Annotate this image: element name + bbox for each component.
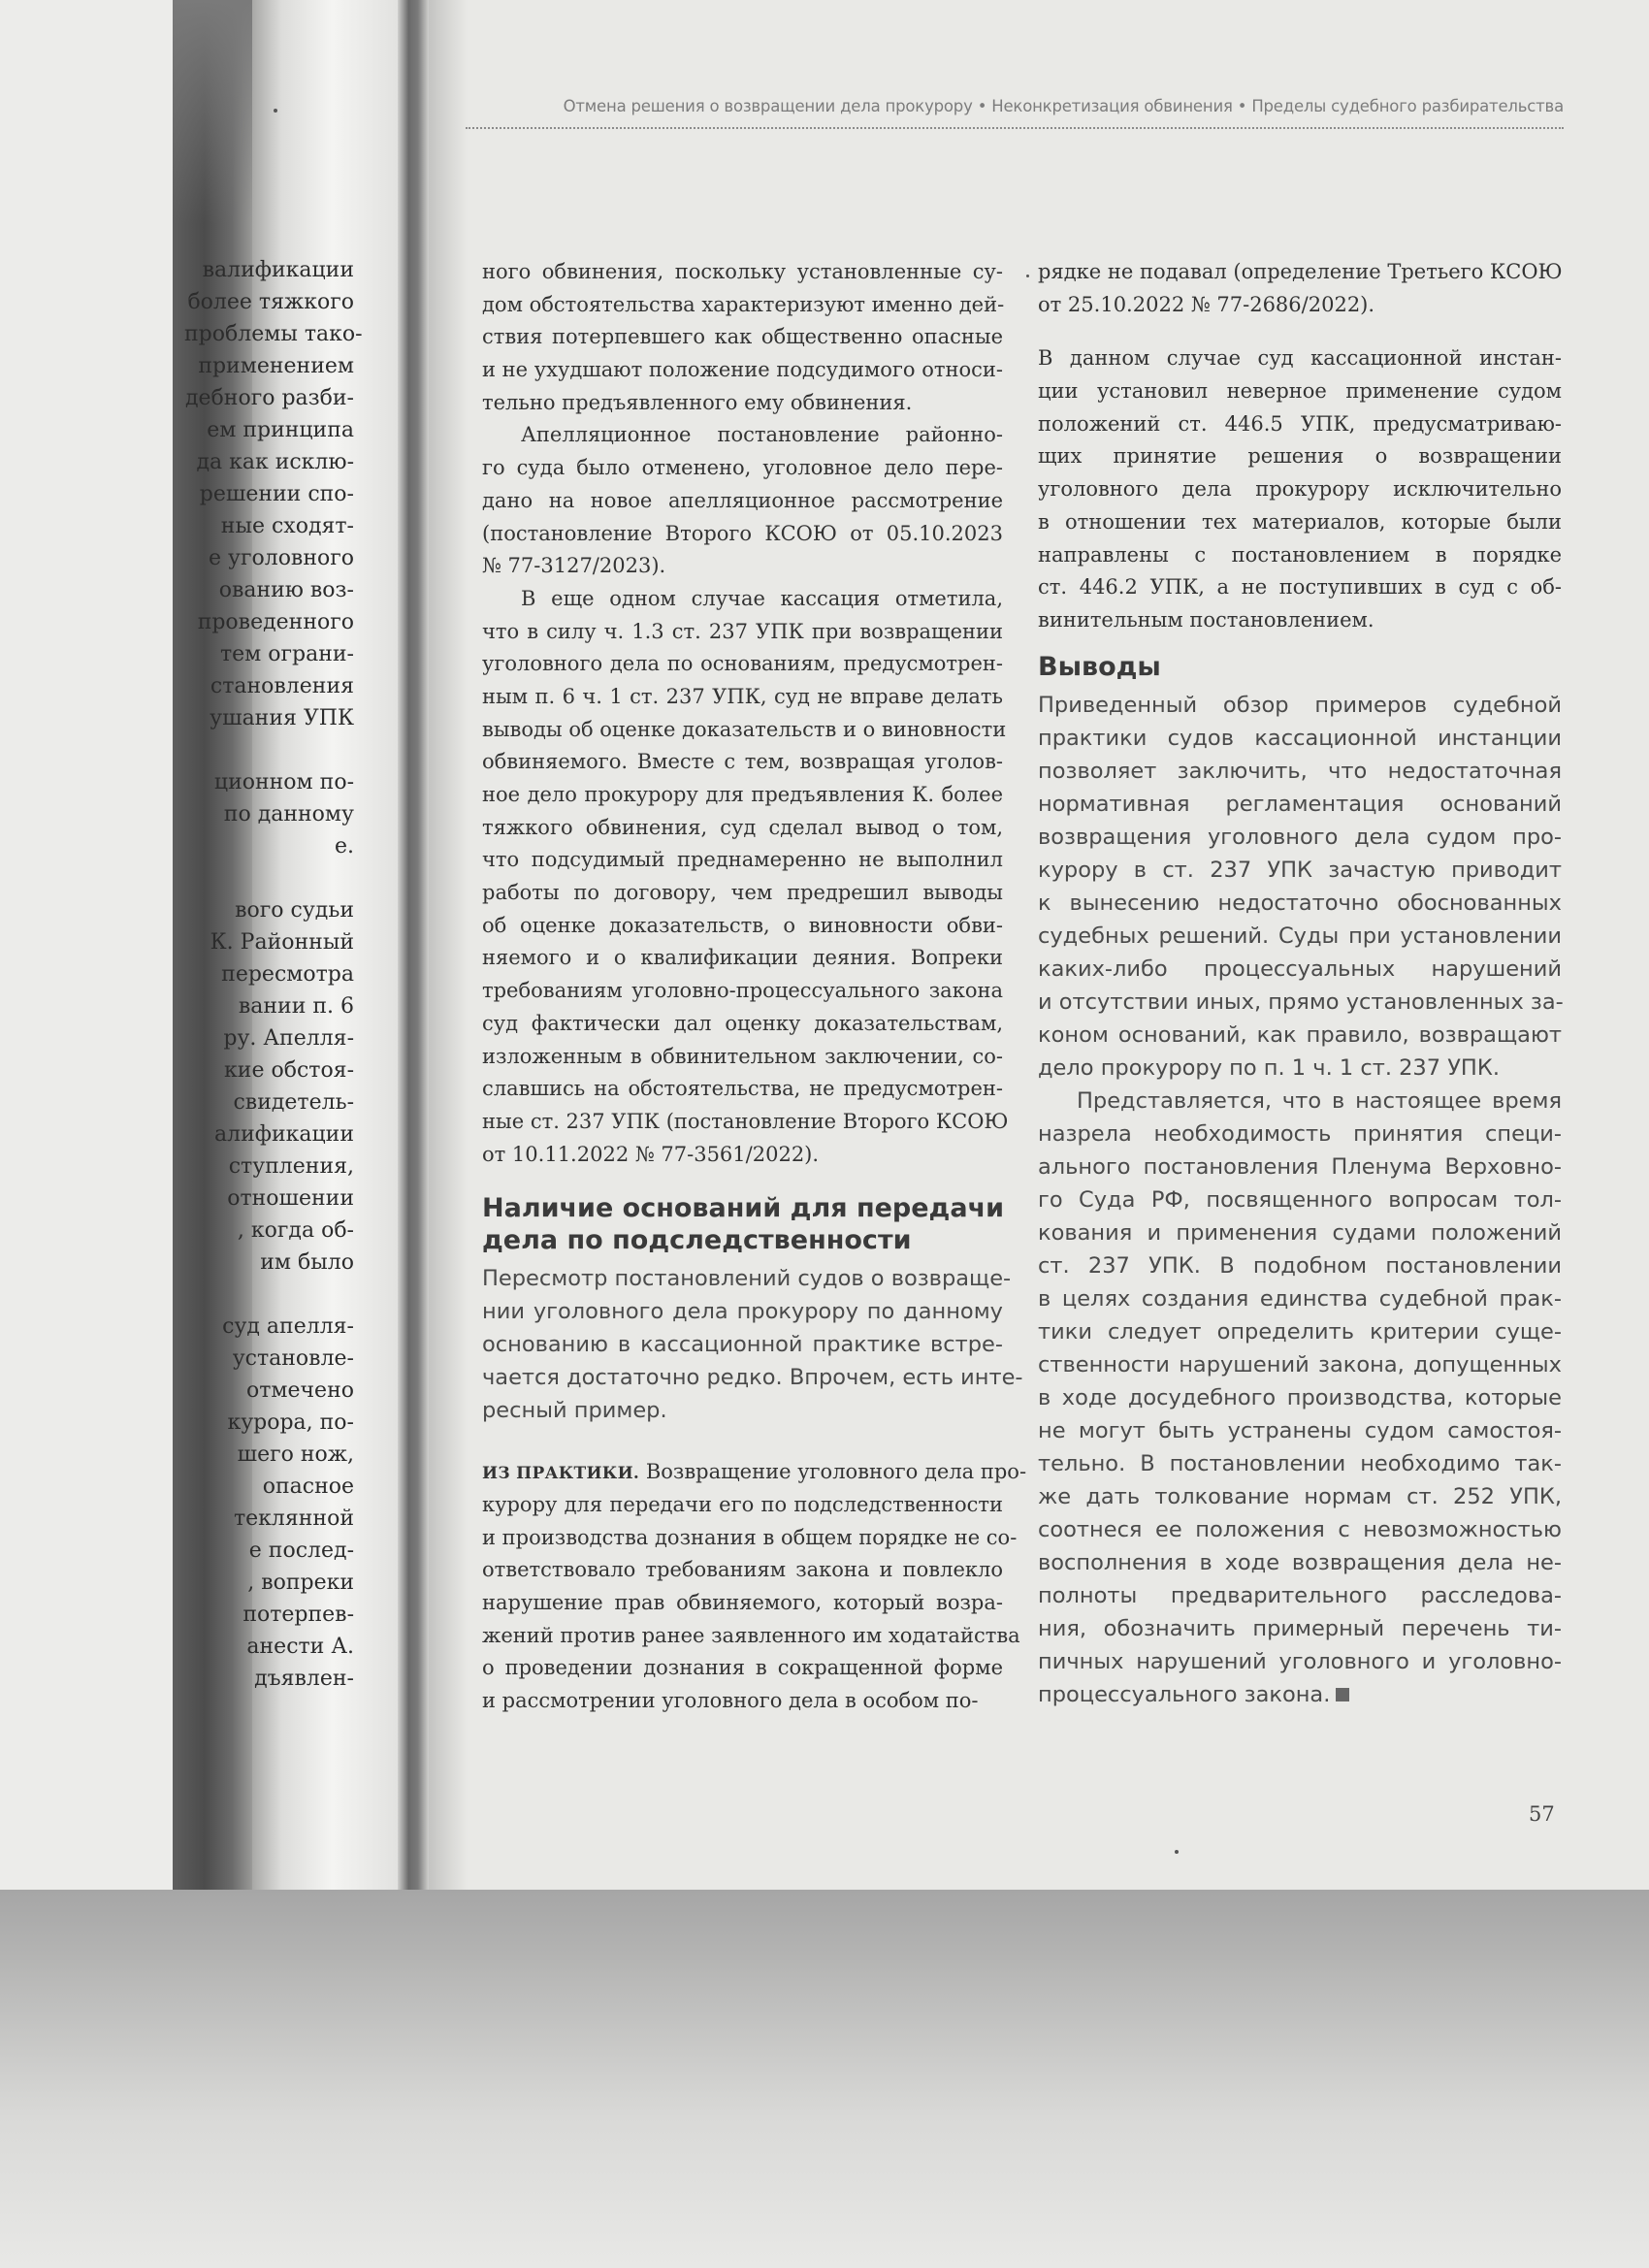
text-line: тельно предъявленного ему обвинения. <box>482 390 913 414</box>
text-line: К. Районный <box>210 930 354 955</box>
paragraph <box>1038 342 1562 636</box>
text-line: проблемы тако- <box>184 322 363 346</box>
text-line: нарушение прав обвиняемого, который возра- <box>482 1591 1003 1614</box>
line-gap <box>184 734 354 766</box>
text-line: в ходе досудебного производства, которые <box>1038 1384 1562 1410</box>
text-line <box>482 1456 1027 1489</box>
text-line: более тяжкого <box>187 290 354 314</box>
spine-shadow-top <box>173 0 252 223</box>
text-line: ступления, <box>228 1154 354 1179</box>
text-line: потерпев- <box>242 1603 354 1627</box>
scan-background <box>0 1890 1649 2268</box>
text-line: курора, по- <box>227 1410 354 1435</box>
text-line: В данном случае суд кассационной инстан- <box>1038 346 1562 371</box>
text-line: дом обстоятельства характеризуют именно дей- <box>482 292 1005 316</box>
text-line: ресный пример. <box>482 1398 667 1424</box>
text-line: нии уголовного дела прокурору по данному <box>482 1299 1003 1325</box>
text-line: свидетель- <box>233 1090 354 1115</box>
text-line: нормативная регламентация оснований <box>1038 791 1562 817</box>
text-line: дъявлен- <box>254 1667 354 1691</box>
line-gap <box>184 862 354 894</box>
text-line: о проведении дознания в сокращенной форме <box>482 1656 1003 1680</box>
page-header <box>466 97 1564 129</box>
text-line: решении спо- <box>199 482 354 506</box>
text-line: не могут быть устранены судом самостоя- <box>1038 1417 1562 1443</box>
running-head: Отмена решения о возвращении дела прокурору • Неконкретизация обвинения • Пределы судебного разбирательства <box>563 97 1564 115</box>
text-line: кования и применения судами положений <box>1038 1219 1562 1246</box>
text-line: уголовного дела по основаниям, предусмотрен- <box>482 652 1003 676</box>
text-line: вании п. 6 <box>238 994 354 1019</box>
section-heading <box>482 1192 1003 1256</box>
text-line: е уголовного <box>208 546 354 570</box>
scan-speck <box>1026 275 1029 277</box>
lead-paragraph <box>1038 689 1562 1085</box>
text-line: коном оснований, как правило, возвращают <box>1038 1021 1562 1048</box>
text-line: становления <box>210 674 354 698</box>
text-line: суд фактически дал оценку доказательствам, <box>482 1011 1003 1035</box>
text-line: ст. 446.2 УПК, а не поступивших в суд с об- <box>1038 575 1562 599</box>
text-line: Апелляционное постановление районно- <box>521 423 1003 447</box>
text-line: дело прокурору по п. 1 ч. 1 ст. 237 УПК. <box>1038 1054 1500 1081</box>
text-line: ст. 237 УПК. В подобном постановлении <box>1038 1252 1562 1279</box>
text-line: винительным постановлением. <box>1038 607 1374 632</box>
text-line: щих принятие решения о возвращении <box>1038 444 1562 469</box>
text-line: основанию в кассационной практике встре- <box>482 1332 1003 1358</box>
heading-line: дела по подследственности <box>482 1225 912 1256</box>
text-line: жений против ранее заявленного им ходатайства <box>482 1623 1020 1647</box>
text-span: Возвращение уголовного дела про- <box>639 1460 1027 1484</box>
column-right <box>1038 256 1562 1711</box>
lead-paragraph <box>1038 1085 1562 1711</box>
paragraph <box>1038 256 1562 321</box>
text-line: отмечено <box>245 1378 354 1403</box>
text-line: и отсутствии иных, прямо установленных за- <box>1038 988 1564 1015</box>
practice-label: ИЗ ПРАКТИКИ. <box>482 1464 640 1484</box>
left-page-edge <box>0 0 173 1890</box>
text-line: ные ст. 237 УПК (постановление Второго КСОЮ <box>482 1109 1009 1133</box>
text-line: соотнеся ее положения с невозможностью <box>1038 1516 1562 1542</box>
text-line: процессуального закона. <box>1038 1678 1562 1711</box>
text-line: го суда было отменено, уголовное дело пере- <box>482 456 1003 480</box>
paragraph <box>482 583 1009 1171</box>
text-line: полноты предварительного расследова- <box>1038 1582 1562 1608</box>
text-line: от 10.11.2022 № 77-3561/2022). <box>482 1142 820 1166</box>
lead-paragraph <box>482 1262 1023 1427</box>
text-line: что в силу ч. 1.3 ст. 237 УПК при возвращении <box>482 619 1003 643</box>
text-line: ные сходят- <box>220 514 354 538</box>
text-line: ным п. 6 ч. 1 ст. 237 УПК, суд не вправе делать <box>482 684 1003 708</box>
text-line: работы по договору, чем предрешил выводы <box>482 881 1003 905</box>
text-line: ем принципа <box>207 418 354 442</box>
text-line: практики судов кассационной инстанции <box>1038 725 1562 751</box>
text-line: им было <box>260 1250 354 1275</box>
text-line: кие обстоя- <box>224 1058 354 1083</box>
text-line: чается достаточно редко. Впрочем, есть инте- <box>482 1365 1023 1391</box>
text-line: ру. Апелля- <box>223 1026 354 1051</box>
text-line: пичных нарушений уголовного и уголовно- <box>1038 1648 1562 1674</box>
text-line: возвращения уголовного дела судом про- <box>1038 824 1562 850</box>
text-line: ционном по- <box>213 770 354 794</box>
text-line: тельно. В постановлении необходимо так- <box>1038 1450 1562 1476</box>
text-line: и рассмотрении уголовного дела в особом по- <box>482 1689 979 1713</box>
text-line: отношении <box>227 1186 354 1211</box>
text-line: и не ухудшают положение подсудимого относи- <box>482 358 1004 382</box>
text-line: же дать толкование нормам ст. 252 УПК, <box>1038 1483 1562 1509</box>
practice-example <box>482 1456 1027 1718</box>
text-line: позволяет заключить, что недостаточная <box>1038 758 1562 784</box>
text-line: восполнения в ходе возвращения дела не- <box>1038 1549 1562 1575</box>
page-number: 57 <box>1529 1802 1555 1826</box>
text-line: Пересмотр постановлений судов о возвраще- <box>482 1266 1012 1292</box>
paragraph <box>482 419 1003 582</box>
text-line: шего нож, <box>237 1442 354 1467</box>
text-line: обвиняемого. Вместе с тем, возвращая уголов- <box>482 750 1003 774</box>
text-line: опасное <box>262 1474 354 1499</box>
text-line: дано на новое апелляционное рассмотрение <box>482 488 1003 512</box>
text-line: ального постановления Пленума Верховно- <box>1038 1153 1562 1180</box>
text-line: алификации <box>214 1122 354 1147</box>
text-line: выводы об оценке доказательств и о виновности <box>482 717 1007 741</box>
text-line: вого судьи <box>235 898 354 923</box>
text-line: тем ограни- <box>219 642 354 666</box>
text-line: ушания УПК <box>210 706 354 730</box>
text-line: курору в ст. 237 УПК зачастую приводит <box>1038 857 1562 883</box>
text-line: да как исклю- <box>196 450 354 474</box>
text-line: судебных решений. Суды при установлении <box>1038 923 1562 949</box>
section-heading-conclusions: Выводы <box>1038 651 1161 682</box>
text-line: теклянной <box>233 1507 354 1531</box>
paragraph <box>482 256 1003 419</box>
left-page-text-fragment <box>184 254 363 1695</box>
text-line: дебного разби- <box>184 386 354 410</box>
text-line: , вопреки <box>247 1571 354 1595</box>
text-line: и производства дознания в общем порядке не со- <box>482 1525 1018 1549</box>
text-line: по данному <box>223 802 354 826</box>
text-line: изложенным в обвинительном заключении, со- <box>482 1044 1003 1068</box>
text-line: (постановление Второго КСОЮ от 05.10.2023 <box>482 521 1003 545</box>
text-line: го Суда РФ, посвященного вопросам тол- <box>1038 1186 1562 1213</box>
header-dotted-rule <box>466 127 1564 129</box>
text-line: что подсудимый преднамеренно не выполнил <box>482 848 1003 872</box>
text-line: применением <box>198 354 354 378</box>
text-line: пересмотра <box>221 962 354 987</box>
text-line: назрела необходимость принятия специ- <box>1038 1120 1562 1147</box>
text-line: ствия потерпевшего как общественно опасные <box>482 325 1003 349</box>
text-line: рядке не подавал (определение Третьего КСОЮ <box>1038 260 1563 283</box>
column-left <box>482 256 1027 1718</box>
text-line: няемого и о квалификации деяния. Вопреки <box>482 946 1003 970</box>
text-line: в отношении тех материалов, которые были <box>1038 509 1562 534</box>
text-line: от 25.10.2022 № 77-2686/2022). <box>1038 292 1375 316</box>
text-line: Представляется, что в настоящее время <box>1077 1087 1562 1114</box>
scan-speck <box>274 109 277 113</box>
text-line: каких-либо процессуальных нарушений <box>1038 956 1562 982</box>
gutter-shadow <box>398 0 429 1890</box>
scan-speck <box>1175 1850 1179 1854</box>
text-line: В еще одном случае кассация отметила, <box>521 586 1003 610</box>
text-line: требованиям уголовно-процессуального закона <box>482 979 1003 1003</box>
text-line: ственности нарушений закона, допущенных <box>1038 1351 1562 1377</box>
text-line: уголовного дела прокурору исключительно <box>1038 477 1562 502</box>
text-line: курору для передачи его по подследственности <box>482 1492 1003 1516</box>
text-line: направлены с постановлением в порядке <box>1038 542 1562 567</box>
text-line: суд апелля- <box>222 1314 354 1339</box>
gutter-soft-shadow <box>429 0 468 1890</box>
text-line: ответствовало требованиям закона и повлекло <box>482 1558 1003 1582</box>
text-line: Приведенный обзор примеров судебной <box>1038 692 1562 718</box>
text-line: славшись на обстоятельства, не предусмотрен- <box>482 1077 1003 1101</box>
text-line: установле- <box>232 1346 354 1371</box>
text-line: тики следует определить критерии суще- <box>1038 1318 1562 1345</box>
text-line: положений ст. 446.5 УПК, предусматриваю- <box>1038 411 1562 436</box>
text-line: ного обвинения, поскольку установленные су- <box>482 260 1003 283</box>
text-line: е послед- <box>248 1539 354 1563</box>
line-gap <box>184 1279 354 1311</box>
text-line: ции установил неверное применение судом <box>1038 379 1562 404</box>
text-line: в целях создания единства судебной прак- <box>1038 1285 1562 1312</box>
text-line: ованию воз- <box>218 578 354 602</box>
end-of-article-mark <box>1336 1688 1349 1701</box>
heading-line: Наличие оснований для передачи <box>482 1193 1005 1224</box>
text-line: к вынесению недостаточно обоснованных <box>1038 890 1562 916</box>
text-line: № 77-3127/2023). <box>482 554 666 578</box>
text-line: ное дело прокурору для предъявления К. более <box>482 783 1003 806</box>
text-line: анести А. <box>246 1635 354 1659</box>
text-line: тяжкого обвинения, суд сделал вывод о том, <box>482 815 1003 839</box>
text-line: , когда об- <box>237 1218 354 1243</box>
text-line: ния, обозначить примерный перечень ти- <box>1038 1615 1562 1641</box>
text-line: об оценке доказательств, о виновности обви- <box>482 913 1003 937</box>
text-line: проведенного <box>197 610 354 634</box>
text-line: е. <box>334 834 354 859</box>
text-line: валификации <box>202 258 354 282</box>
